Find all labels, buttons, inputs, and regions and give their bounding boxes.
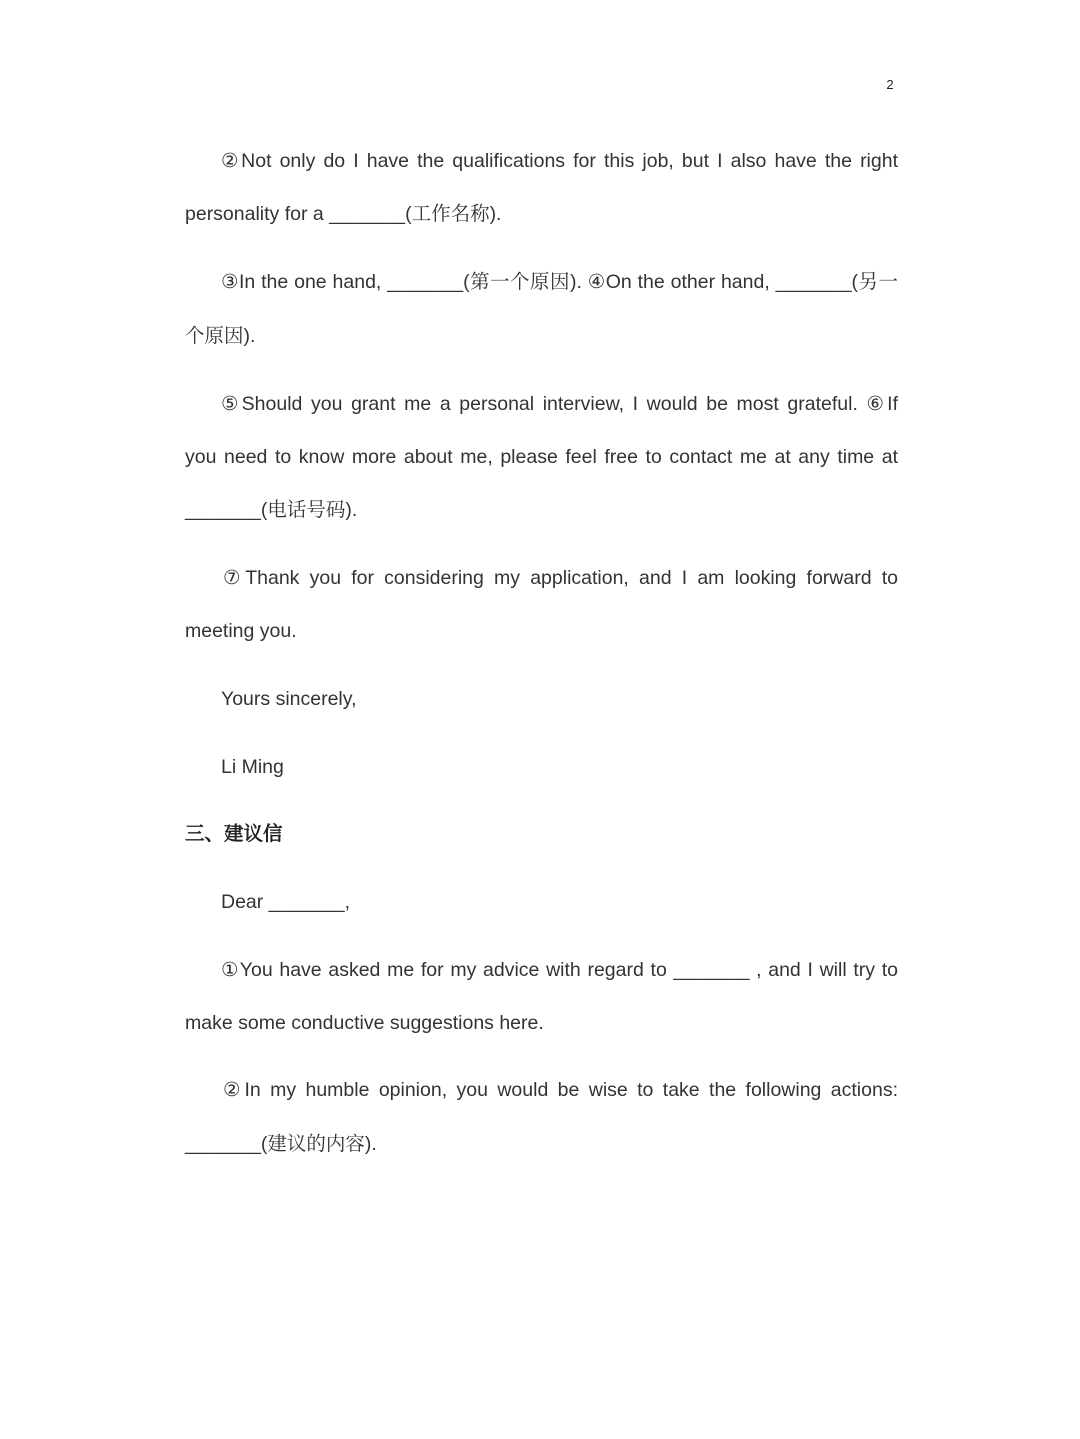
paragraph-2-line-2: personality for a _______(工作名称).	[185, 203, 502, 225]
closing: Yours sincerely,	[221, 688, 357, 710]
section-3-paragraph-2-line-2: _______(建议的内容).	[185, 1133, 377, 1155]
paragraph-3-4-line-1: ③In the one hand, _______(第一个原因). ④On the other hand, _______(另一	[221, 271, 898, 293]
paragraph-5-6-line-2: you need to know more about me, please feel free to contact me at any time at	[185, 446, 898, 468]
salutation: Dear _______,	[221, 891, 351, 913]
section-3-paragraph-1-line-1: ①You have asked me for my advice with regard to _______ , and I will try to	[221, 959, 898, 981]
section-3-paragraph-1-line-2: make some conductive suggestions here.	[185, 1012, 544, 1034]
paragraph-7-line-2: meeting you.	[185, 620, 297, 642]
signature: Li Ming	[221, 756, 284, 778]
section-heading: 三、建议信	[185, 823, 283, 845]
paragraph-7-line-1: ⑦Thank you for considering my application, and I am looking forward to	[223, 567, 898, 589]
page-number: 2	[886, 77, 894, 92]
section-3-paragraph-2-line-1: ②In my humble opinion, you would be wise to take the following actions:	[223, 1079, 898, 1101]
paragraph-5-6-line-3: _______(电话号码).	[185, 499, 358, 521]
paragraph-2-line-1: ②Not only do I have the qualifications for this job, but I also have the right	[221, 150, 898, 172]
paragraph-5-6-line-1: ⑤Should you grant me a personal interview, I would be most grateful. ⑥If	[221, 393, 898, 415]
paragraph-3-4-line-2: 个原因).	[185, 325, 256, 347]
